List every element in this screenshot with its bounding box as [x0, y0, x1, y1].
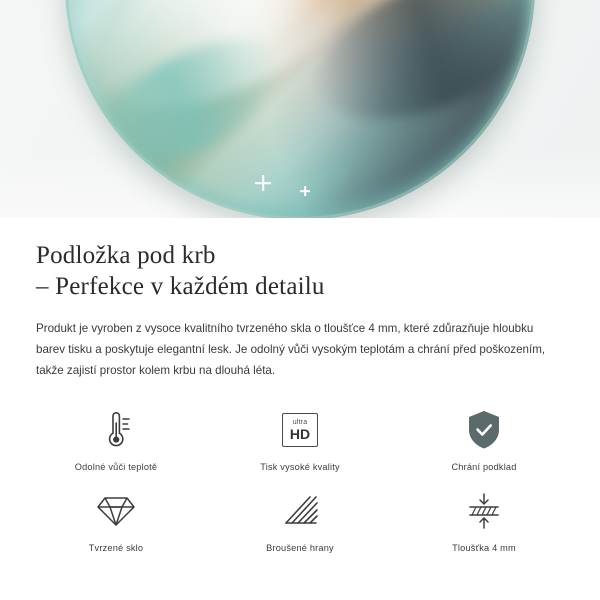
feature-item-temperature	[24, 407, 208, 472]
headline-line-2: – Perfekce v každém detailu	[36, 273, 325, 300]
feature-item-polished-edges	[208, 488, 392, 553]
hero-image	[0, 0, 600, 218]
feature-item-tempered-glass	[24, 488, 208, 553]
polished-edges-icon	[280, 488, 320, 534]
feature-label: Odolné vůči teplotě	[74, 462, 158, 472]
feature-item-thickness	[392, 488, 576, 553]
page-title	[36, 240, 564, 302]
thickness-arrows-icon	[462, 488, 506, 534]
shield-check-icon	[464, 407, 504, 453]
ultra-hd-badge-bottom: HD	[289, 426, 311, 442]
diamond-icon	[96, 488, 136, 534]
text-block	[0, 218, 600, 381]
headline-line-1: Podložka pod krb	[36, 242, 216, 269]
feature-label: Tvrzené sklo	[88, 543, 144, 553]
ultra-hd-icon	[282, 407, 318, 453]
feature-item-surface-protection	[392, 407, 576, 472]
thermometer-icon	[99, 407, 133, 453]
product-description: Produkt je vyroben z vysoce kvalitního tvrzeného skla o tloušťce 4 mm, které zdůrazňuje hloubku barev tisku a poskytuje elegantní lesk. Je odolný vůči vysokým teplotám a chrání před poškozením, takže zajistí prostor kolem krbu na dlouhá léta.	[36, 322, 546, 377]
feature-label: Chrání podklad	[451, 462, 517, 472]
feature-label: Tloušťka 4 mm	[452, 543, 516, 553]
feature-item-print-quality	[208, 407, 392, 472]
feature-label: Tisk vysoké kvality	[260, 462, 340, 472]
feature-grid	[0, 407, 600, 553]
ultra-hd-badge-top: ultra	[292, 419, 308, 426]
feature-label: Broušené hrany	[266, 543, 334, 553]
